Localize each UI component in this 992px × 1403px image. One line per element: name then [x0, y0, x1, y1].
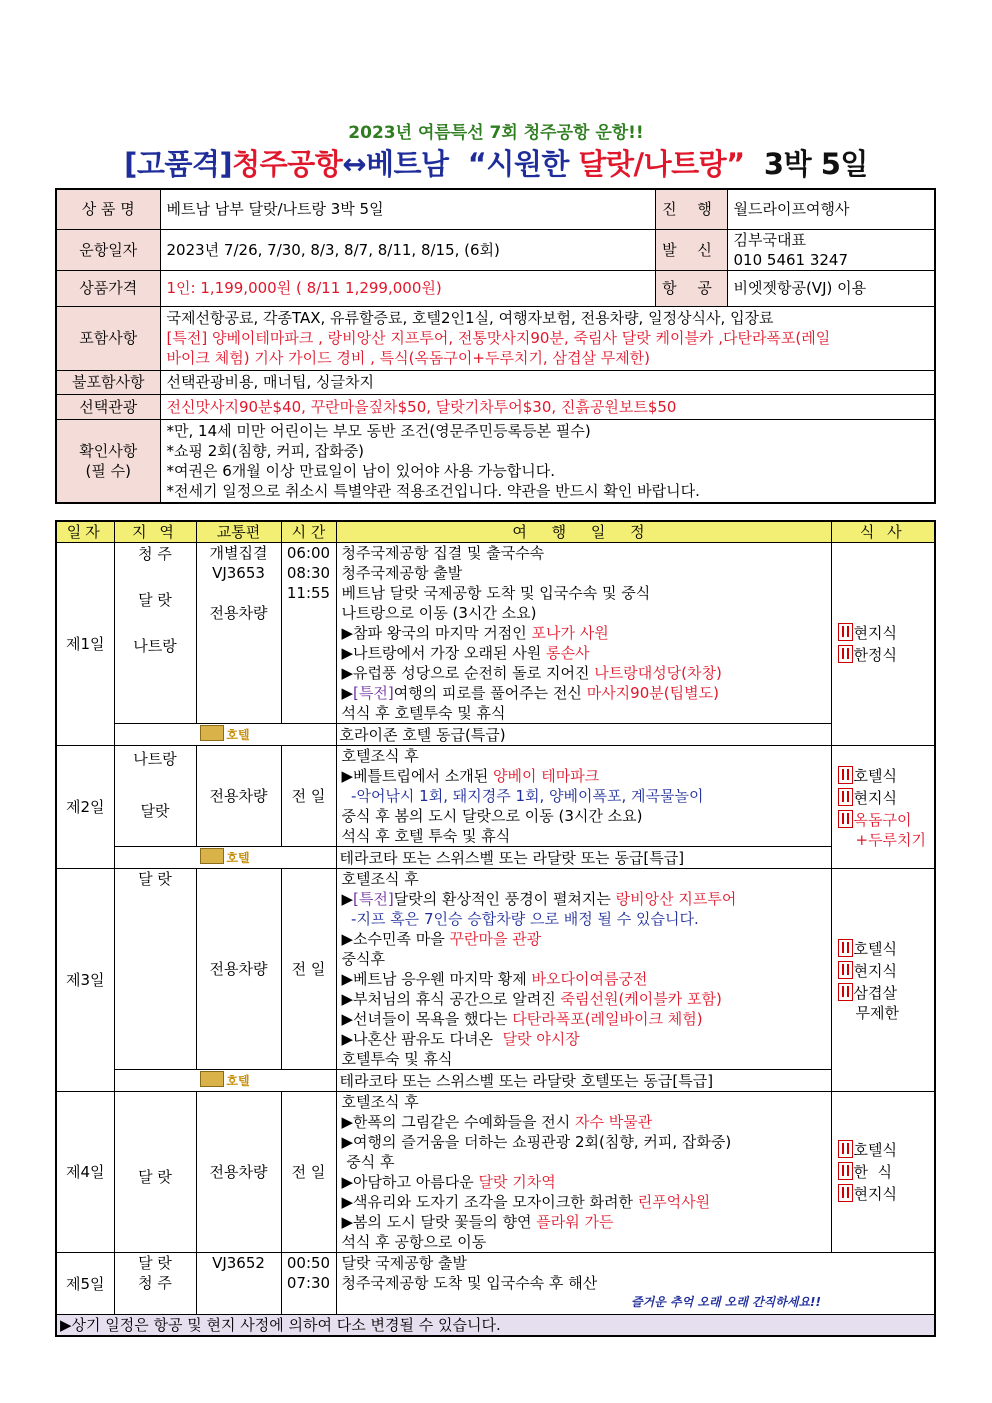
meal-text: 현지식 — [853, 962, 897, 980]
utensils-icon — [838, 1184, 853, 1202]
region-line: 청 주 — [138, 545, 172, 563]
day-transport: 전용차량 — [196, 746, 281, 847]
meal-item — [838, 960, 932, 982]
day-region: 달 랏 — [114, 869, 196, 1070]
utensils-icon — [838, 1140, 853, 1158]
day-itinerary — [336, 543, 831, 724]
meal-item — [838, 1183, 932, 1205]
exclude-label: 불포함사항 — [56, 370, 160, 394]
region-line: 나트랑 — [133, 750, 177, 768]
sender-label: 발 신 — [655, 229, 727, 270]
title-arrow: ↔ — [342, 147, 367, 181]
itinerary-line: 나트랑으로 이동 (3시간 소요) — [341, 604, 537, 622]
meal-text: 호텔식 — [853, 767, 897, 785]
itinerary-line: 석식 후 호텔 투숙 및 휴식 — [341, 827, 511, 845]
text: ▶색유리와 도자기 조각을 모자이크한 화려한 — [341, 1193, 638, 1211]
include-line: 바이크 체험) 기사 가이드 경비 , 특식(옥돔구이+두루치기, 삼겹살 무제한) — [166, 349, 651, 367]
day-time — [281, 543, 336, 724]
highlight: 플라워 가든 — [536, 1213, 614, 1231]
day-itinerary — [336, 1092, 831, 1253]
include-line: [특전] 양베이테마파크 , 랑비앙산 지프투어, 전통맛사지90분, 죽림사 달랏 케이블카 ,다탄라폭포(레일 — [166, 329, 831, 347]
meal-text: 옥돔구이 — [853, 811, 912, 829]
region-line: 달 랏 — [138, 591, 172, 609]
time-line: 06:00 — [286, 544, 331, 562]
itinerary-line — [342, 643, 828, 663]
utensils-icon — [838, 983, 853, 1001]
day-transport: 전용차량 — [196, 869, 281, 1070]
text: ▶나혼산 팜유도 다녀온 — [341, 1030, 503, 1048]
text: 달랏의 환상적인 풍경이 펼쳐지는 — [393, 890, 616, 908]
meal-item — [838, 809, 932, 831]
utensils-icon — [838, 961, 853, 979]
title-part: 청주공항 — [232, 147, 343, 181]
utensils-icon — [838, 623, 853, 641]
hotel-name: 테라코타 또는 스위스벨 또는 라달랏 호텔또는 동급[특급] — [336, 1070, 831, 1092]
airline-label: 항 공 — [655, 270, 727, 306]
include-value — [160, 306, 935, 370]
itinerary-line: 석식 후 호텔투숙 및 휴식 — [341, 704, 506, 722]
title-part: 달랏/나트랑” — [578, 147, 745, 181]
itinerary-line: 중식 후 — [341, 1153, 395, 1171]
meal-item — [838, 1161, 932, 1183]
text: ▶유럽풍 성당으로 순전히 돌로 지어진 — [341, 664, 595, 682]
text: ▶아담하고 아름다운 — [341, 1173, 479, 1191]
utensils-icon — [838, 810, 853, 828]
transport-line: VJ3653 — [212, 564, 265, 582]
highlight: 달랏 야시장 — [502, 1030, 580, 1048]
farewell-message: 즐거운 추억 오래 오래 간직하세요!! — [631, 1295, 821, 1309]
transport-line: 개별집결 — [209, 544, 268, 562]
meal-item: +두루치기 — [855, 831, 927, 849]
text: ▶베트남 응우웬 마지막 황제 — [341, 970, 532, 988]
highlight: 마사지90분(팁별도) — [586, 684, 719, 702]
optional-label: 선택관광 — [56, 394, 160, 419]
include-line: 국제선항공료, 각종TAX, 유류할증료, 호텔2인1실, 여행자보험, 전용차량, 일정상식사, 입장료 — [166, 309, 774, 327]
itinerary-line: 호텔투숙 및 휴식 — [341, 1050, 453, 1068]
utensils-icon — [838, 1162, 853, 1180]
day-meals — [831, 869, 935, 1092]
highlight: 바오다이여름궁전 — [531, 970, 648, 988]
day-label: 제4일 — [56, 1092, 114, 1253]
confirm-label-text: (필 수) — [85, 461, 131, 480]
utensils-icon — [838, 766, 853, 784]
exclude-value: 선택관광비용, 매너팁, 싱글차지 — [160, 370, 935, 394]
meal-text: 호텔식 — [853, 940, 897, 958]
meal-text: 삼겹살 — [853, 984, 897, 1002]
meal-item — [838, 622, 932, 644]
meal-item — [838, 644, 932, 666]
product-info-table — [55, 188, 936, 504]
meal-text: 호텔식 — [853, 1141, 897, 1159]
title-part: [고품격] — [124, 147, 233, 181]
meal-text: 현지식 — [853, 789, 897, 807]
text: ▶봄의 도시 달랏 꽃들의 향연 — [341, 1213, 537, 1231]
price-value: 1인: 1,199,000원 ( 8/11 1,299,000원) — [160, 270, 655, 306]
highlight: 양베이 테마파크 — [492, 767, 600, 785]
progress-value: 월드라이프여행사 — [727, 189, 935, 229]
region-line: 나트랑 — [133, 637, 177, 655]
day-itinerary — [336, 1253, 935, 1315]
dates-value: 2023년 7/26, 7/30, 8/3, 8/7, 8/11, 8/15, (6회) — [160, 229, 655, 270]
itinerary-line: 청주국제공항 도착 및 입국수속 후 해산 — [341, 1274, 598, 1292]
meal-item — [838, 787, 932, 809]
footer-note: ▶상기 일정은 항공 및 현지 사정에 의하여 다소 변경될 수 있습니다. — [56, 1315, 935, 1337]
col-time: 시 간 — [281, 521, 336, 543]
hotel-word: 호텔 — [226, 851, 250, 865]
text: ▶ — [341, 890, 354, 908]
hotel-name: 호라이존 호텔 동급(특급) — [336, 724, 831, 746]
day-transport — [196, 543, 281, 724]
dates-label: 운항일자 — [56, 229, 160, 270]
highlight: 꾸란마을 관광 — [449, 930, 542, 948]
itinerary-line: -지프 혹은 7인승 승합차량 으로 배정 될 수 있습니다. — [341, 910, 699, 928]
itinerary-line — [342, 1112, 828, 1132]
day-label: 제2일 — [56, 746, 114, 869]
title-part: 3박 5일 — [763, 147, 868, 181]
itinerary-line: 베트남 달랏 국제공항 도착 및 입국수속 및 중식 — [341, 584, 651, 602]
hotel-icon — [200, 848, 224, 864]
text: ▶부처님의 휴식 공간으로 알려진 — [341, 990, 561, 1008]
text: ▶한폭의 그림같은 수예화들을 전시 — [341, 1113, 575, 1131]
col-region: 지 역 — [114, 521, 196, 543]
sender-value — [727, 229, 935, 270]
itinerary-line — [342, 766, 828, 786]
col-itinerary: 여 행 일 정 — [336, 521, 831, 543]
confirm-line: *만, 14세 미만 어린이는 부모 동반 조건(영문주민등록등본 필수) — [166, 421, 591, 440]
highlight: 자수 박물관 — [574, 1113, 653, 1131]
day-transport: VJ3652 — [196, 1253, 281, 1315]
hotel-name: 테라코타 또는 스위스벨 또는 라달랏 또는 동급[특급] — [336, 847, 831, 869]
day-meals — [831, 746, 935, 869]
confirm-line: *쇼핑 2회(침향, 커피, 잡화중) — [166, 441, 364, 460]
utensils-icon — [838, 645, 853, 663]
sender-phone: 010 5461 3247 — [733, 250, 849, 269]
itinerary-line — [342, 1172, 828, 1192]
hotel-word: 호텔 — [226, 1074, 250, 1088]
day-label: 제3일 — [56, 869, 114, 1092]
transport-line: 전용차량 — [209, 604, 268, 622]
itinerary-line: 달랏 국제공항 출발 — [341, 1254, 467, 1272]
day-region — [114, 1253, 196, 1315]
progress-label: 진 행 — [655, 189, 727, 229]
itinerary-line — [342, 889, 828, 909]
itinerary-line — [342, 663, 828, 683]
utensils-icon — [838, 788, 853, 806]
highlight: [특전] — [353, 890, 394, 908]
title-part: “시원한 — [467, 147, 579, 181]
region-line: 청 주 — [138, 1274, 172, 1292]
day-region — [114, 543, 196, 724]
highlight: 달랏 기차역 — [478, 1173, 556, 1191]
utensils-icon — [838, 939, 853, 957]
highlight: 롱손사 — [546, 644, 590, 662]
day-region — [114, 746, 196, 847]
time-line: 11:55 — [286, 584, 331, 602]
highlight: 다탄라폭포(레일바이크 체험) — [512, 1010, 703, 1028]
itinerary-line — [342, 683, 828, 703]
itinerary-line — [342, 969, 828, 989]
confirm-label-text: 확인사항 — [79, 441, 138, 460]
meal-text: 현지식 — [853, 624, 897, 642]
itinerary-line: 중식후 — [341, 950, 385, 968]
time-line: 08:30 — [286, 564, 331, 582]
title-part: 베트남 — [366, 147, 449, 181]
itinerary-line — [342, 1212, 828, 1232]
meal-item — [838, 982, 932, 1004]
text: ▶나트랑에서 가장 오래된 사원 — [341, 644, 546, 662]
day-time: 전 일 — [281, 1092, 336, 1253]
optional-value: 전신맛사지90분$40, 꾸란마을짚차$50, 달랏기차투어$30, 진흙공원보트$50 — [160, 394, 935, 419]
text: ▶ — [341, 684, 354, 702]
meal-text: 한 식 — [853, 1163, 893, 1181]
airline-value: 비엣젯항공(VJ) 이용 — [727, 270, 935, 306]
subtitle: 2023년 여름특선 7회 청주공항 운항!! — [348, 123, 644, 143]
text: ▶참파 왕국의 마지막 거점인 — [341, 624, 532, 642]
day-time — [281, 1253, 336, 1315]
hotel-icon — [200, 725, 224, 741]
confirm-line: *전세기 일정으로 취소시 특별약관 적용조건입니다. 약관을 반드시 확인 바랍니다. — [166, 481, 700, 500]
itinerary-line: 호텔조식 후 — [341, 747, 419, 765]
itinerary-line: 중식 후 봄의 도시 달랏으로 이동 (3시간 소요) — [341, 807, 643, 825]
itinerary-line: 청주국제공항 출발 — [341, 564, 463, 582]
day-region: 달 랏 — [114, 1092, 196, 1253]
meal-item — [838, 1139, 932, 1161]
hotel-icon — [200, 1071, 224, 1087]
itinerary-line — [342, 929, 828, 949]
hotel-word: 호텔 — [226, 728, 250, 742]
highlight: 랑비앙산 지프투어 — [615, 890, 737, 908]
price-label: 상품가격 — [56, 270, 160, 306]
highlight: 린푸억사원 — [637, 1193, 711, 1211]
region-line: 달 랏 — [138, 1254, 172, 1272]
col-day: 일자 — [56, 521, 114, 543]
page-title — [0, 142, 992, 183]
include-label: 포함사항 — [56, 306, 160, 370]
hotel-tag — [114, 1070, 336, 1092]
itinerary-line — [342, 1029, 828, 1049]
meal-text: 현지식 — [853, 1185, 897, 1203]
itinerary-line: 호텔조식 후 — [341, 1093, 419, 1111]
time-line: 07:30 — [286, 1274, 331, 1292]
itinerary-line — [342, 989, 828, 1009]
meal-item — [838, 938, 932, 960]
highlight: 포나가 사원 — [531, 624, 609, 642]
itinerary-line: 청주국제공항 집결 및 출국수속 — [341, 544, 545, 562]
itinerary-line: ▶여행의 즐거움을 더하는 쇼핑관광 2회(침향, 커피, 잡화중) — [341, 1133, 732, 1151]
day-label: 제1일 — [56, 543, 114, 746]
meal-item — [838, 765, 932, 787]
day-time: 전 일 — [281, 746, 336, 847]
day-itinerary — [336, 869, 831, 1070]
schedule-table — [55, 520, 936, 1337]
day-meals — [831, 1092, 935, 1253]
itinerary-line — [342, 1192, 828, 1212]
itinerary-line — [342, 623, 828, 643]
meal-text: 한정식 — [853, 646, 897, 664]
highlight: 나트랑대성당(차창) — [594, 664, 722, 682]
hotel-tag — [114, 724, 336, 746]
text: 여행의 피로를 풀어주는 전신 — [393, 684, 587, 702]
col-transport: 교통편 — [196, 521, 281, 543]
hotel-tag — [114, 847, 336, 869]
sender-name: 김부국대표 — [733, 230, 806, 249]
text: ▶베틀트립에서 소개된 — [341, 767, 493, 785]
highlight: [특전] — [353, 684, 394, 702]
day-transport: 전용차량 — [196, 1092, 281, 1253]
product-value: 베트남 남부 달랏/나트랑 3박 5일 — [160, 189, 655, 229]
day-meals — [831, 543, 935, 746]
time-line: 00:50 — [286, 1254, 331, 1272]
text: ▶선녀들이 목욕을 했다는 — [341, 1010, 513, 1028]
itinerary-line — [342, 1009, 828, 1029]
day-time: 전 일 — [281, 869, 336, 1070]
text: ▶소수민족 마을 — [341, 930, 450, 948]
confirm-value — [160, 419, 935, 503]
day-label: 제5일 — [56, 1253, 114, 1315]
itinerary-line: 호텔조식 후 — [341, 870, 419, 888]
highlight: 죽림선원(케이블카 포함) — [560, 990, 722, 1008]
confirm-line: *여권은 6개월 이상 만료일이 남이 있어야 사용 가능합니다. — [166, 461, 555, 480]
product-label: 상 품 명 — [56, 189, 160, 229]
region-line: 달랏 — [140, 802, 170, 820]
day-itinerary — [336, 746, 831, 847]
itinerary-line: 석식 후 공항으로 이동 — [341, 1233, 487, 1251]
meal-item: 무제한 — [855, 1004, 899, 1022]
confirm-label — [56, 419, 160, 503]
col-meals: 식 사 — [831, 521, 935, 543]
itinerary-line: -악어낚시 1회, 돼지경주 1회, 양베이폭포, 계곡물놀이 — [341, 787, 704, 805]
